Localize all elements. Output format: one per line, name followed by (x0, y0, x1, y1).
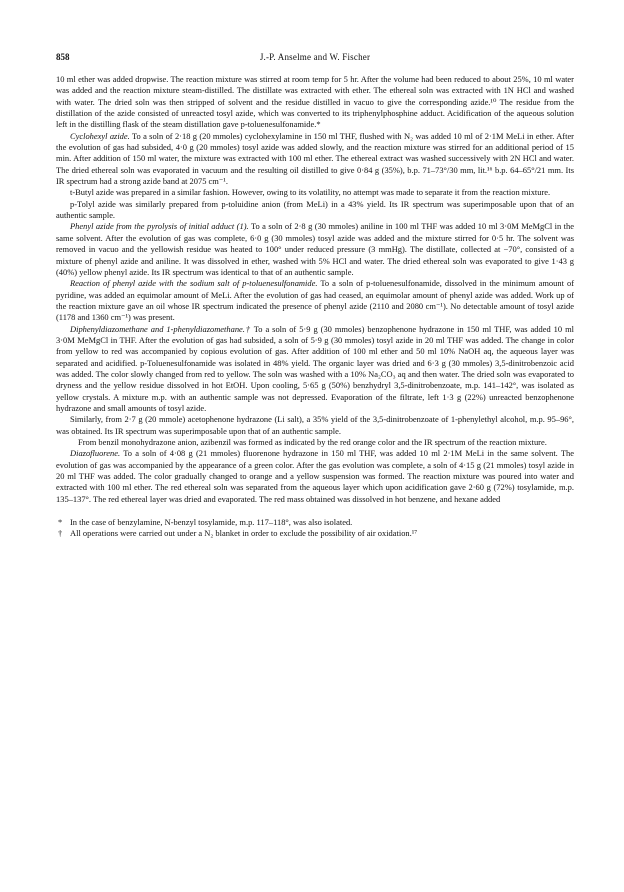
paragraph-heading: Cyclohexyl azide. (70, 130, 130, 141)
paragraph (56, 131, 574, 188)
paragraph-text: t-Butyl azide was prepared in a similar fashion. However, owing to its volatility, no attempt was made to separate it from the reaction mixture. (70, 187, 551, 198)
paragraph-text: 10 ml ether was added dropwise. The reaction mixture was stirred at room temp for 5 hr. After the volume had been reduced to about 25%, 10 ml water was added and the reaction mixture steam-distilled. The distillate was extracted with ether. The ethereal soln was extracted with 1N HCl and washed with water. The dried soln was then stripped of solvent and the residue distilled in vacuo to give the corresponding azide.¹⁰ The residue from the distillation of the azide consisted of unreacted tosyl azide, which was converted to its triphenylphosphine adduct. Acidification of the aqueous solution left in the distilling flask of the steam distillation gave p-toluenesulfonamide.* (56, 74, 574, 130)
footnotes (56, 517, 574, 540)
paragraph-heading: Reaction of phenyl azide with the sodium salt of p-toluenesulfonamide. (70, 278, 318, 289)
journal-page (56, 52, 574, 540)
body-text (56, 74, 574, 505)
paragraph-text: To a soln of 2·18 g (20 mmoles) cyclohexylamine in 150 ml THF, flushed with N₂ was added 10 ml of 2·1M MeLi in ether. After the evolution of gas had subsided, 4·0 g (20 mmoles) tosyl azide was added slowly, and the reaction mixture was stirred for an additional period of 15 min. After addition of 150 ml water, the mixture was extracted with 100 ml ether. The ethereal extract was washed successively with 2N HCl and water. The dried ethereal soln was evaporated in vacuum and the resulting oil distilled to give 0·84 g (35%), b.p. 71–73°/30 mm, lit.¹⁶ b.p. 64–65°/21 mm. Its IR spectrum had a strong azide band at 2075 cm⁻¹. (56, 130, 574, 187)
paragraph (56, 324, 574, 415)
paragraph-text: To a soln of 2·8 g (30 mmoles) aniline in 100 ml THF was added 10 ml 3·0M MeMgCl in the same solvent. After the evolution of gas was complete, 6·0 g (30 mmoles) tosyl azide was added and the mixture stirred for 0·5 hr. The solvent was removed in vacuo and the yellowish residue was heated to 100° under reduced pressure (3 mmHg). The distillate, collected at −70°, consisted of a mixture of phenyl azide and aniline. It was dissolved in ether, washed with 5% HCl and water. The dried ethereal soln was evaporated to give 1·43 g (40%) yellow phenyl azide. Its IR spectrum was identical to that of an authentic sample. (56, 221, 574, 277)
footnote-text: In the case of benzylamine, N-benzyl tosylamide, m.p. 117–118°, was also isolated. (70, 517, 353, 528)
paragraph-text: To a soln of p-toluenesulfonamide, dissolved in the minimum amount of pyridine, was added an equimolar amount of MeLi. After the evolution of gas had ceased, an equimolar amount of phenyl azide was added. Work up of the reaction mixture gave an oil whose IR spectrum indicated the presence of phenyl azide (2110 and 2080 cm⁻¹). No detectable amount of tosyl azide (1178 and 1360 cm⁻¹) was present. (56, 278, 575, 323)
paragraph (56, 437, 574, 448)
page-number: 858 (56, 52, 70, 62)
paragraph (56, 74, 574, 131)
footnote-text: All operations were carried out under a N₂ blanket in order to exclude the possibility of air oxidation.¹⁷ (70, 528, 418, 539)
page-header (56, 52, 574, 66)
footnote (56, 528, 574, 539)
footnote-mark: * (58, 517, 63, 528)
paragraph (56, 414, 574, 437)
running-title: J.-P. Anselme and W. Fischer (259, 52, 371, 62)
footnote (56, 517, 574, 528)
paragraph-text: To a soln of 5·9 g (30 mmoles) benzophenone hydrazone in 150 ml THF, was added 10 ml 3·0M MeMgCl in THF. After the evolution of gas had subsided, a soln of 5·9 g (30 mmoles) tosyl azide in 20 ml THF was added. The change in color from yellow to red was accompanied by copious evolution of gas. After addition of 100 ml ether and 50 ml 10% NaOH aq, the aqueous layer was separated and acidified. p-Toluenesulfonamide was isolated in 48% yield. The organic layer was dried and 6·3 g (30 mmoles) 3,5-dinitrobenzoic acid was added. The color slowly changed from red to yellow. The soln was washed with a 10% Na₂CO₃ aq and then water. The dried soln was evaporated to dryness and the yellow residue dissolved in hot EtOH. Upon cooling, 5·65 g (50%) benzhydryl 3,5-dinitrobenzoate, m.p. 141–142°, was isolated as yellow crystals. A mixture m.p. with an authentic sample was not depressed. Evaporation of the filtrate, left 1·3 g (22%) unreacted benzophenone hydrazone and small amounts of tosyl azide. (56, 323, 574, 413)
paragraph (56, 187, 574, 198)
footnote-mark: † (58, 528, 63, 539)
paragraph-heading: Diphenyldiazomethane and 1-phenyldiazomethane.† (70, 323, 251, 334)
paragraph (56, 448, 574, 505)
paragraph-heading: Diazofluorene. (70, 448, 121, 459)
paragraph-text: To a soln of 4·08 g (21 mmoles) fluorenone hydrazone in 150 ml THF, was added 10 ml 2·1M MeLi in the same solvent. The evolution of gas was accompanied by the appearance of a green color. After the gas evolution was complete, a soln of 4·15 g (21 mmoles) tosyl azide in 20 ml THF was added. The color gradually changed to orange and a yellow suspension was formed. The reaction mixture was poured into water and extracted with 100 ml ether. The red ethereal soln was separated from the aqueous layer which upon acidification gave 2·60 g (72%) tosylamide, m.p. 135–137°. The red ethereal layer was dried and evaporated. The red mass obtained was dissolved in hot benzene, and hexane added (56, 448, 575, 504)
paragraph (56, 278, 574, 323)
paragraph-text: From benzil monohydrazone anion, azibenzil was formed as indicated by the red orange color and the IR spectrum of the reaction mixture. (78, 437, 547, 447)
paragraph-text: Similarly, from 2·7 g (20 mmole) acetophenone hydrazone (Li salt), a 35% yield of the 3,5-dinitrobenzoate of 1-phenylethyl alcohol, m.p. 95–96°, was obtained. Its IR spectrum was superimposable upon that of an authentic sample. (56, 414, 574, 436)
paragraph (56, 199, 574, 222)
paragraph-heading: Phenyl azide from the pyrolysis of initial adduct (1). (70, 221, 249, 232)
paragraph-text: p-Tolyl azide was similarly prepared from p-toluidine anion (from MeLi) in a 43% yield. Its IR spectrum was superimposable upon that of an authentic sample. (56, 198, 574, 221)
paragraph (56, 221, 574, 278)
